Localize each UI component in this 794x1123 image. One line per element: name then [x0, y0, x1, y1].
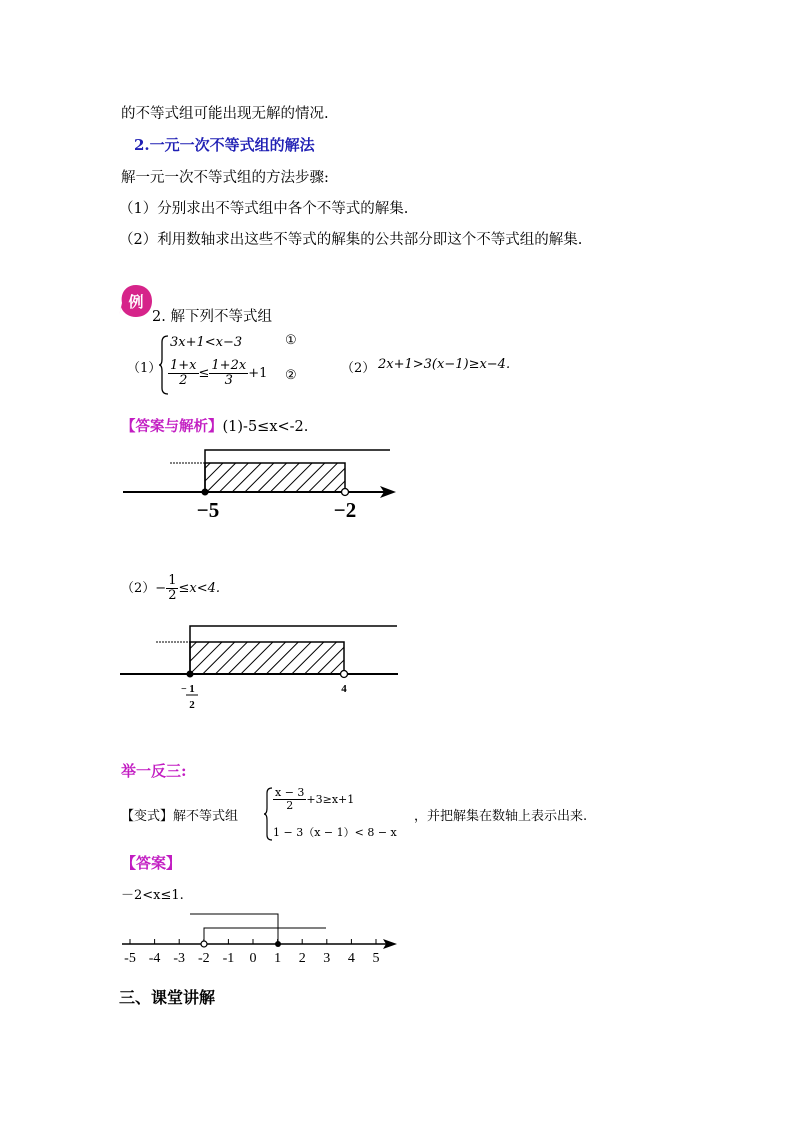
number-line-1 [118, 440, 403, 525]
answer-2-neg: − [155, 581, 167, 596]
variant-line-1 [273, 787, 354, 812]
axis-label-neg-sign: − [181, 684, 187, 695]
variant-frac-num: x − 3 [275, 786, 305, 799]
answer-1 [121, 415, 308, 436]
example-title: 2. 解下列不等式组 [152, 309, 272, 325]
inequality-1: 3x+1<x−3 [170, 335, 243, 350]
step-1: （1）分别求出不等式组中各个不等式的解集. [119, 201, 409, 217]
section-2-title: 2.一元一次不等式组的解法 [134, 136, 315, 154]
variant-heading: 举一反三: [121, 762, 187, 780]
tick-label: 5 [372, 951, 380, 966]
answer-1-label: 【答案与解析】 [121, 418, 223, 435]
axis-label-half-den: 2 [189, 699, 195, 711]
axis-label-minus-5: −5 [196, 498, 220, 522]
right-ray-bracket [204, 928, 326, 944]
variant-frac-den: 2 [286, 799, 294, 812]
circle-1: ① [285, 333, 297, 348]
solution-region [190, 642, 344, 674]
ineq2-frac-2 [209, 359, 248, 388]
variant-text-before [121, 805, 238, 824]
closed-dot [202, 489, 209, 496]
steps-intro: 解一元一次不等式组的方法步骤: [121, 170, 329, 186]
answer-3-text: －2<x≤1. [121, 888, 184, 903]
variant-text-after: ，并把解集在数轴上表示出来. [414, 809, 588, 824]
closed-dot [187, 671, 194, 678]
tick-label: 1 [274, 951, 282, 966]
circle-2: ② [285, 368, 297, 383]
example-badge-text: 例 [128, 295, 144, 311]
variant-prompt: 解不等式组 [173, 809, 239, 824]
tick-label: -4 [148, 951, 161, 966]
answer-3-label: 【答案】 [121, 854, 182, 872]
tick-label: -2 [197, 951, 210, 966]
left-ray-bracket [190, 914, 278, 944]
variant-frac [273, 787, 306, 812]
ineq2-frac-1 [168, 359, 199, 388]
tick-label: -5 [124, 951, 136, 966]
intro-line: 的不等式组可能出现无解的情况. [121, 106, 329, 122]
section-3-title: 三、课堂讲解 [119, 988, 216, 1007]
axis-ticks [124, 939, 379, 966]
variant-brace [263, 786, 273, 842]
ineq2-frac-1-den: 2 [179, 373, 188, 388]
closed-dot-1 [275, 941, 281, 947]
answer-2-label: （2） [121, 581, 156, 596]
solution-region [205, 463, 345, 492]
axis-label-minus-2: −2 [333, 498, 357, 522]
answer-2-frac-num: 1 [168, 573, 177, 588]
step-2: （2）利用数轴求出这些不等式的解集的公共部分即这个不等式组的解集. [119, 232, 583, 248]
ineq2-frac-1-num: 1+x [170, 358, 197, 373]
variant-line-1-rest: +3≥x+1 [306, 793, 355, 806]
tick-label: 0 [249, 951, 257, 966]
part1-label: （1） [127, 361, 162, 376]
inequality-2 [168, 359, 267, 388]
open-dot [342, 489, 349, 496]
number-line-3 [118, 908, 403, 970]
answer-2-frac [166, 574, 178, 603]
tick-label: 4 [347, 951, 355, 966]
example-badge [118, 283, 154, 319]
answer-2-frac-den: 2 [168, 588, 177, 603]
answer-2-rest: ≤x<4. [178, 581, 220, 596]
part2-expression: 2x+1>3(x−1)≥x−4. [378, 357, 511, 372]
part2-label: （2） [341, 361, 376, 376]
open-dot [341, 671, 348, 678]
ineq2-leq: ≤ [198, 366, 210, 381]
tick-label: -3 [173, 951, 186, 966]
number-line-2 [118, 618, 408, 716]
variant-label: 【变式】 [121, 809, 174, 824]
tick-label: 3 [323, 951, 331, 966]
ineq2-frac-2-num: 1+2x [211, 358, 247, 373]
axis-label-half-num: 1 [189, 683, 195, 695]
variant-line-2: 1 − 3（x − 1）< 8 − x [273, 826, 397, 839]
tick-label: -1 [222, 951, 235, 966]
open-dot-minus-2 [201, 941, 207, 947]
ineq2-frac-2-den: 3 [224, 373, 233, 388]
tick-label: 2 [298, 951, 306, 966]
axis-label-4: 4 [341, 683, 347, 695]
ineq2-tail: +1 [248, 366, 268, 381]
answer-1-text: (1)-5≤x<-2. [222, 419, 309, 435]
answer-2 [121, 574, 220, 603]
